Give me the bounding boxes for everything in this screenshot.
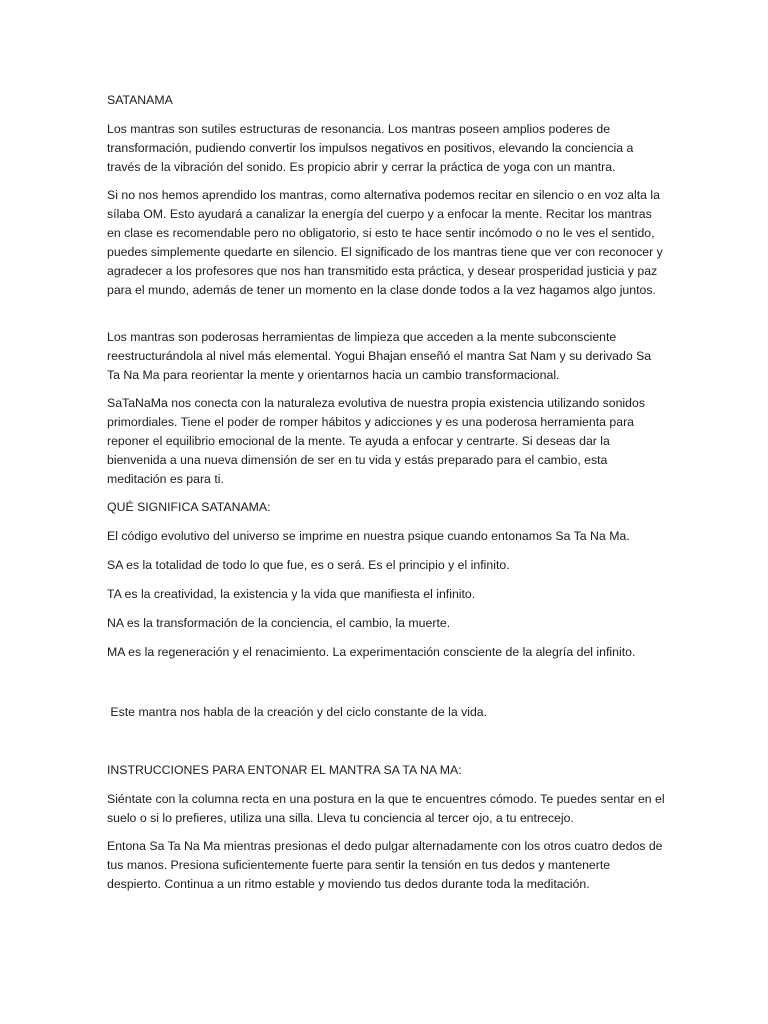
intro-paragraph-2: Si no nos hemos aprendido los mantras, como alternativa podemos recitar en silencio o en voz alta la sílaba OM. Esto ayudará a canalizar la energía del cuerpo y a enfocar la mente. Recitar los mantras en clase es recomendable pero no obligatorio, si esto te hace sentir incómodo o no le ves el sentido, puedes simplemente quedarte en silencio. El significado de los mantras tiene que ver con reconocer y agradecer a los profesores que nos han transmitido esta práctica, y desear prosperidad justicia y paz para el mundo, además de tener un momento en la clase donde todos a la vez hagamos algo juntos. <box>107 188 663 298</box>
instructions-paragraph-2: Entona Sa Ta Na Ma mientras presionas el dedo pulgar alternadamente con los otros cuatro dedos de tus manos. Presiona suficientemente fuerte para sentir la tensión en tus dedos y mantenerte despierto. Continua a un ritmo estable y moviendo tus dedos durante toda la meditación. <box>107 839 663 892</box>
intro-paragraph-4: SaTaNaMa nos conecta con la naturaleza evolutiva de nuestra propia existencia utilizando sonidos primordiales. Tiene el poder de romper hábitos y adicciones y es una poderosa herramienta para reponer el equilibrio emocional de la mente. Te ayuda a enfocar y centrarte. Si deseas dar la bienvenida a una nueva dimensión de ser en tu vida y estás preparado para el cambio, esta meditación es para ti. <box>107 396 645 487</box>
meaning-line-ma: MA es la regeneración y el renacimiento. La experimentación consciente de la alegría del infinito. <box>107 645 636 659</box>
intro-paragraph-3: Los mantras son poderosas herramientas de limpieza que acceden a la mente subconsciente reestructurándola al nivel más elemental. Yogui Bhajan enseñó el mantra Sat Nam y su derivado Sa Ta Na Ma para reorientar la mente y orientarnos hacia un cambio transformacional. <box>107 330 652 383</box>
meaning-line-1: El código evolutivo del universo se imprime en nuestra psique cuando entonamos Sa Ta Na Ma. <box>107 529 630 543</box>
meaning-line-na: NA es la transformación de la conciencia, el cambio, la muerte. <box>107 616 451 630</box>
meaning-line-ta: TA es la creatividad, la existencia y la vida que manifiesta el infinito. <box>107 587 476 601</box>
meaning-line-sa: SA es la totalidad de todo lo que fue, es o será. Es el principio y el infinito. <box>107 558 510 572</box>
intro-paragraph-1: Los mantras son sutiles estructuras de resonancia. Los mantras poseen amplios poderes de transformación, pudiendo convertir los impulsos negativos en positivos, elevando la conciencia a través de la vibración del sonido. Es propicio abrir y cerrar la práctica de yoga con un mantra. <box>107 122 634 175</box>
instructions-heading: INSTRUCCIONES PARA ENTONAR EL MANTRA SA TA NA MA: <box>107 763 462 777</box>
document-title: SATANAMA <box>107 93 173 107</box>
instructions-paragraph-1: Siéntate con la columna recta en una postura en la que te encuentres cómodo. Te puedes sentar en el suelo o si lo prefieres, utiliza una silla. Lleva tu conciencia al tercer ojo, a tu entrecejo. <box>107 792 665 826</box>
summary-line: Este mantra nos habla de la creación y del ciclo constante de la vida. <box>107 705 488 719</box>
meaning-heading: QUÉ SIGNIFICA SATANAMA: <box>107 500 271 514</box>
